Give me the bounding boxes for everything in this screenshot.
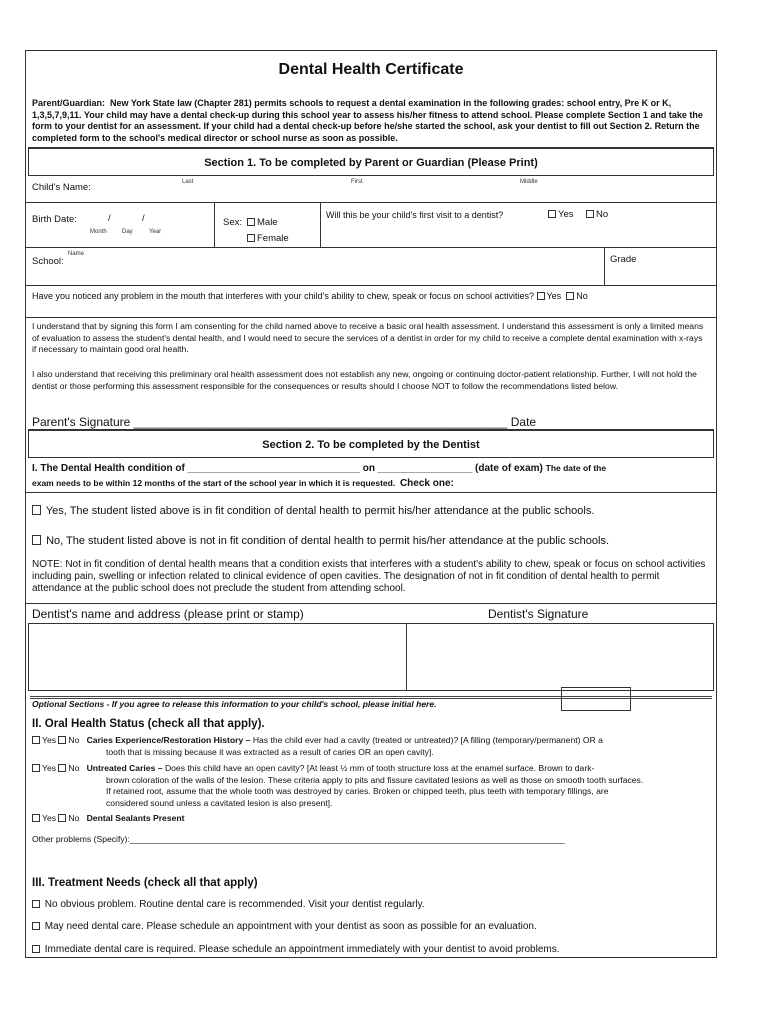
dentist-signature-field[interactable]: [408, 625, 712, 687]
yes-label: Yes: [546, 291, 562, 301]
intro-text: New York State law (Chapter 281) permits schools to request a dental examination in the following grades: school entry, Pre K or K, 1,3,5,7,9,11. Your child may have a dental check-up during this school year to assess his/her fitness to attend school. Please complete Section 1 and take the form to your dentist for an assessment. If your child had a dental check-up before he/she started the school, ask your dentist to fill out Section 2. Return the completed form to the school's medical director or school nurse as soon as possible.: [32, 98, 703, 143]
sex-female-label: Female: [257, 233, 289, 244]
consent-paragraph-1: I understand that by signing this form I am consenting for the child named above to receive a basic oral health assessment. I understand this assessment is only a limited means of evaluation to assess the student's dental health, and I would need to secure the services of a dentist in order for my child to receive a complete dental examination with x-rays if necessary to maintain good oral health.: [32, 321, 704, 354]
divider: [26, 492, 716, 493]
yes-label: Yes: [558, 209, 574, 220]
condition-line2-text: exam needs to be within 12 months of the start of the school year in which it is requested.: [32, 478, 396, 488]
fit-no-option[interactable]: [32, 535, 609, 547]
sex-female-option[interactable]: [247, 233, 289, 245]
divider: [26, 603, 716, 604]
school-name-sub: Name: [68, 251, 85, 257]
yes-label: Yes: [42, 813, 57, 823]
grade-label: Grade: [610, 254, 637, 265]
treatment-option-2[interactable]: [32, 921, 537, 933]
no-label: No: [68, 735, 80, 745]
oral-item-caries-history: [32, 735, 708, 758]
divider: [26, 285, 716, 286]
page-title: Dental Health Certificate: [278, 61, 464, 78]
oral-item-sealants: [32, 813, 185, 825]
name-part-first: First: [351, 179, 363, 185]
sex-male-label: Male: [257, 217, 278, 228]
divider: [406, 623, 407, 691]
treatment-option-1[interactable]: [32, 899, 425, 911]
condition-line[interactable]: [32, 463, 606, 475]
treatment-heading: III. Treatment Needs (check all that apply): [32, 877, 258, 889]
divider: [604, 247, 605, 285]
school-name-field[interactable]: [96, 249, 596, 281]
dentist-signature-label: Dentist's Signature: [488, 607, 589, 621]
treatment-option-3[interactable]: [32, 944, 560, 956]
intro-label: Parent/Guardian:: [32, 98, 106, 108]
optional-note: Optional Sections - If you agree to release this information to your child's school, please initial here.: [32, 699, 437, 709]
no-label: No: [576, 291, 588, 301]
fit-yes-text: Yes, The student listed above is in fit condition of dental health to permit his/her attendance at the public schools.: [45, 505, 595, 517]
checkbox-icon[interactable]: [32, 900, 40, 908]
name-part-middle: Middle: [520, 179, 538, 185]
checkbox-icon[interactable]: [32, 764, 40, 772]
checkbox-icon[interactable]: [58, 736, 66, 744]
condition-text: I. The Dental Health condition of _______________________________ on _________________ (date of exam): [32, 463, 543, 474]
dentist-name-field[interactable]: [30, 625, 404, 687]
item-title: Dental Sealants Present: [86, 813, 185, 823]
divider: [26, 247, 716, 248]
first-visit-question: Will this be your child's first visit to a dentist?: [326, 210, 504, 220]
treatment-text: May need dental care. Please schedule an appointment with your dentist as soon as possible for an evaluation.: [44, 921, 537, 932]
no-label: No: [596, 209, 609, 220]
yes-label: Yes: [42, 763, 57, 773]
child-name-label: Child's Name:: [32, 182, 91, 193]
problem-question: [32, 291, 588, 303]
checkbox-icon[interactable]: [537, 292, 545, 300]
checkbox-icon[interactable]: [32, 736, 40, 744]
note-paragraph: NOTE: Not in fit condition of dental health means that a condition exists that interferes with a student's ability to chew, speak or focus on school activities including pain, swelling or infection related to clinical evidence of open cavities. The designation of not in fit condition of dental health to permit attendance at the public school does not preclude the student from attending school.: [32, 559, 706, 594]
intro-paragraph: [32, 98, 710, 144]
item-title: Caries Experience/Restoration History –: [86, 735, 251, 745]
section2-heading: Section 2. To be completed by the Dentist: [262, 439, 480, 451]
other-problems-field[interactable]: Other problems (Specify):___________________________________________________________________________________________: [32, 834, 565, 844]
yes-label: Yes: [42, 735, 57, 745]
treatment-text: Immediate dental care is required. Please schedule an appointment immediately with your dentist to avoid problems.: [44, 944, 560, 955]
check-one-label: Check one:: [399, 478, 454, 489]
checkbox-icon[interactable]: [32, 505, 41, 515]
checkbox-icon[interactable]: [548, 210, 556, 218]
divider: [320, 202, 321, 247]
fit-no-text: No, The student listed above is not in fit condition of dental health to permit his/her attendance at the public schools.: [46, 535, 610, 547]
checkbox-icon[interactable]: [58, 764, 66, 772]
divider: [26, 317, 716, 318]
divider: [214, 202, 215, 247]
date-slash: /: [108, 213, 111, 224]
oral-item-untreated-caries: [32, 763, 708, 809]
first-visit-yes[interactable]: [548, 209, 574, 221]
checkbox-icon[interactable]: [566, 292, 574, 300]
checkbox-icon[interactable]: [32, 535, 41, 545]
item-text-cont: If retained root, assume that the whole tooth was destroyed by caries. Broken or chipped teeth, plus teeth with temporary fillings, are: [106, 786, 609, 796]
date-part-day: Day: [122, 229, 133, 235]
divider: [26, 202, 716, 203]
consent-paragraph-2: I also understand that receiving this preliminary oral health assessment does not establish any new, ongoing or continuing doctor-patient relationship. Further, I will not hold the dentist or those performing this assessment responsible for the consequences or results should I choose NOT to follow the recommendations listed below.: [32, 369, 697, 391]
date-part-month: Month: [90, 229, 107, 235]
treatment-text: No obvious problem. Routine dental care is recommended. Visit your dentist regularly.: [44, 899, 425, 910]
checkbox-icon[interactable]: [32, 814, 40, 822]
child-name-field[interactable]: [106, 177, 706, 197]
dentist-name-label: Dentist's name and address (please print or stamp): [32, 607, 304, 621]
school-label: School:: [32, 256, 64, 267]
birth-date-label: Birth Date:: [32, 214, 77, 225]
dental-certificate-form: [25, 50, 717, 958]
checkbox-icon[interactable]: [247, 218, 255, 226]
item-text-cont: tooth that is missing because it was extracted as a result of caries OR an open cavity].: [106, 746, 434, 757]
checkbox-icon[interactable]: [247, 234, 255, 242]
fit-yes-option[interactable]: [32, 505, 594, 517]
first-visit-no[interactable]: [586, 209, 608, 221]
item-text: Has the child ever had a cavity (treated or untreated)? [A filling (temporary/permanent) OR a: [252, 735, 603, 745]
section1-heading: Section 1. To be completed by Parent or Guardian (Please Print): [204, 157, 538, 169]
item-title: Untreated Caries –: [86, 763, 163, 773]
item-text-cont: considered sound unless a cavitated lesion is also present].: [106, 797, 333, 808]
parent-signature-line[interactable]: Parent's Signature ________________________________________________________ Date: [32, 415, 537, 429]
no-label: No: [68, 763, 80, 773]
sex-label: Sex:: [223, 217, 243, 228]
checkbox-icon[interactable]: [586, 210, 594, 218]
problem-question-text: Have you noticed any problem in the mouth that interferes with your child's ability to chew, speak or focus on school activities?: [32, 291, 534, 301]
date-slash: /: [142, 213, 145, 224]
condition-note: The date of the: [545, 463, 607, 473]
checkbox-icon[interactable]: [32, 922, 40, 930]
item-text: Does this child have an open cavity? [At least ½ mm of tooth structure loss at the enamel surface. Brown to dark-: [164, 763, 595, 773]
birth-date-field[interactable]: [88, 209, 208, 227]
oral-health-heading: II. Oral Health Status (check all that apply).: [32, 718, 265, 730]
problem-yes[interactable]: [537, 291, 562, 301]
no-label: No: [68, 813, 80, 823]
name-part-last: Last: [182, 179, 194, 185]
checkbox-icon[interactable]: [58, 814, 66, 822]
initials-box[interactable]: [561, 687, 631, 711]
item-text-cont: brown coloration of the walls of the lesion. These criteria apply to pits and fissure cavitated lesions as well as those on smooth tooth surfaces.: [106, 774, 644, 785]
sex-male-option[interactable]: [247, 217, 278, 229]
problem-no[interactable]: [564, 291, 588, 301]
date-part-year: Year: [149, 229, 162, 235]
checkbox-icon[interactable]: [32, 945, 40, 953]
condition-line-2: [32, 478, 454, 490]
